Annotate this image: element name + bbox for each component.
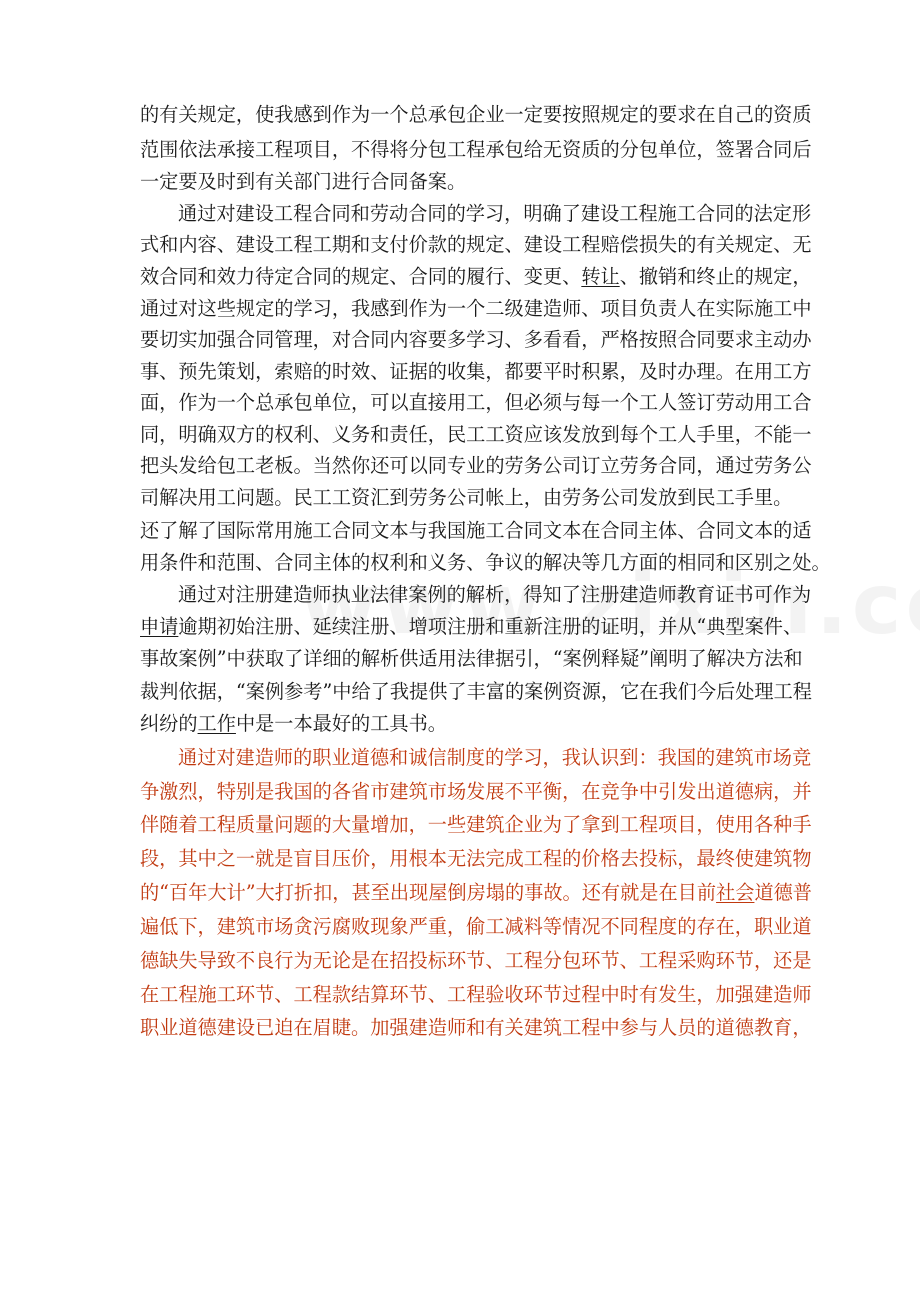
text-line — [178, 579, 812, 611]
text-span: 面，作为一个总承包单位，可以直接用工，但必须与每一个工人签订劳动用工合 — [140, 391, 812, 414]
text-span: 用条件和范围、合同主体的权利和义务、争议的解决等几方面的相同和区别之处。 — [140, 551, 831, 574]
text-line — [140, 419, 812, 451]
text-span: 在工程施工环节、工程款结算环节、工程验收环节过程中时有发生，加强建造师 — [140, 983, 812, 1006]
text-span: 伴随着工程质量问题的大量增加，一些建筑企业为了拿到工程项目，使用各种手 — [140, 813, 812, 836]
underlined-term: 工作 — [197, 712, 236, 735]
text-line — [140, 324, 812, 356]
text-span: 同，明确双方的权利、义务和责任，民工工资应该发放到每个工人手里，不能一 — [140, 423, 812, 446]
text-line — [178, 198, 812, 230]
text-span: 遍低下，建筑市场贪污腐败现象严重，偷工减料等情况不同程度的存在，职业道 — [140, 915, 812, 938]
text-span: 通过对建造师的职业道德和诚信制度的学习，我认识到：我国的建筑市场竞 — [178, 746, 812, 769]
text-span: 效合同和效力待定合同的规定、合同的履行、变更、 — [140, 265, 582, 288]
text-line — [140, 450, 812, 482]
text-line — [140, 643, 803, 675]
underlined-term: 转让 — [581, 265, 620, 288]
text-span: 事故案例”中获取了详细的解析供适用法律据引，“案例释疑”阐明了解决方法和 — [140, 647, 803, 670]
text-line — [140, 293, 812, 325]
text-line — [140, 515, 812, 547]
text-line — [140, 261, 812, 293]
text-line — [140, 229, 812, 261]
text-line — [140, 877, 812, 909]
text-line — [140, 809, 812, 841]
text-span: 的“百年大计”大打折扣，甚至出现屋倒房塌的事故。还有就是在目前 — [140, 881, 717, 904]
text-span: 争激烈，特别是我国的各省市建筑市场发展不平衡，在竞争中引发出道德病，并 — [140, 780, 812, 803]
text-span: 一定要及时到有关部门进行合同备案。 — [140, 170, 467, 193]
text-span: 把头发给包工老板。当然你还可以同专业的劳务公司订立劳务合同，通过劳务公 — [140, 454, 812, 477]
text-line — [140, 611, 803, 643]
text-span: 司解决用工问题。民工工资汇到劳务公司帐上，由劳务公司发放到民工手里。 — [140, 486, 793, 509]
text-line — [140, 776, 812, 808]
underlined-term: 申请 — [140, 615, 179, 638]
text-line — [140, 1012, 812, 1044]
text-line — [140, 166, 780, 198]
text-span: 道德普 — [754, 881, 812, 904]
text-span: 中是一本最好的工具书。 — [235, 712, 447, 735]
text-span: 段，其中之一就是盲目压价，用根本无法完成工程的价格去投标，最终使建筑物 — [140, 847, 812, 870]
text-span: 、撤销和终止的规定， — [619, 265, 812, 288]
text-span: 范围依法承接工程项目，不得将分包工程承包给无资质的分包单位，签署合同后 — [140, 138, 812, 161]
text-span: 通过对注册建造师执业法律案例的解析，得知了注册建造师教育证书可作为 — [178, 583, 812, 606]
text-span: 通过对建设工程合同和劳动合同的学习，明确了建设工程施工合同的法定形 — [178, 202, 812, 225]
text-line — [140, 979, 812, 1011]
text-span: 职业道德建设已迫在眉睫。加强建造师和有关建筑工程中参与人员的道德教育， — [140, 1016, 812, 1039]
text-line — [140, 356, 812, 388]
text-line — [178, 742, 812, 774]
underlined-term: 社会 — [716, 881, 755, 904]
text-line — [140, 482, 793, 514]
text-span: 裁判依据，“案例参考”中给了我提供了丰富的案例资源，它在我们今后处理工程 — [140, 680, 812, 703]
text-line — [140, 387, 812, 419]
text-line — [140, 945, 812, 977]
text-line — [140, 843, 812, 875]
text-span: 事、预先策划，索赔的时效、证据的收集，都要平时积累，及时办理。在用工方 — [140, 360, 812, 383]
text-span: 式和内容、建设工程工期和支付价款的规定、建设工程赔偿损失的有关规定、无 — [140, 233, 812, 256]
text-span: 通过对这些规定的学习，我感到作为一个二级建造师、项目负责人在实际施工中 — [140, 297, 812, 320]
text-line — [140, 911, 812, 943]
text-line — [140, 547, 831, 579]
text-span: 要切实加强合同管理，对合同内容要多学习、多看看，严格按照合同要求主动办 — [140, 328, 812, 351]
text-line — [140, 708, 780, 740]
text-line — [140, 99, 812, 131]
text-span: 的有关规定，使我感到作为一个总承包企业一定要按照规定的要求在自己的资质 — [140, 103, 812, 126]
text-span: 纠纷的 — [140, 712, 198, 735]
text-span: 逾期初始注册、延续注册、增项注册和重新注册的证明，并从“典型案件、 — [178, 615, 803, 638]
text-span: 还了解了国际常用施工合同文本与我国施工合同文本在合同主体、合同文本的适 — [140, 519, 812, 542]
text-span: 德缺失导致不良行为无论是在招投标环节、工程分包环节、工程采购环节，还是 — [140, 949, 812, 972]
text-line — [140, 676, 812, 708]
text-line — [140, 134, 812, 166]
